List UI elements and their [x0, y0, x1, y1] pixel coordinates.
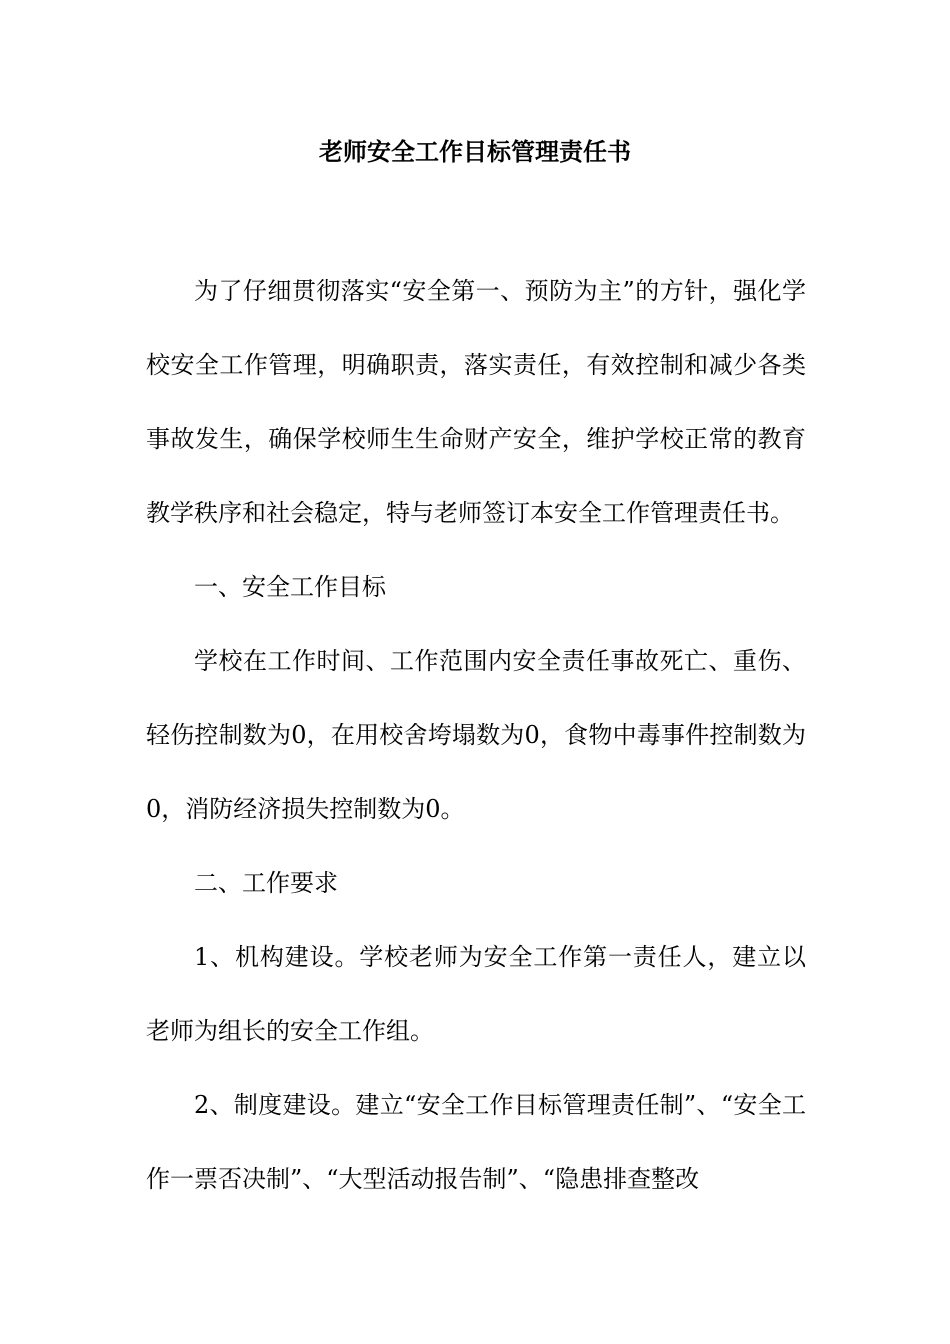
paragraph-intro: 为了仔细贯彻落实“安全第一、预防为主”的方针，强化学校安全工作管理，明确职责，落实责任，有效控制和减少各类事故发生，确保学校师生生命财产安全，维护学校正常的教育教学秩序和社会稳定，特与老师签订本安全工作管理责任书。: [146, 277, 806, 527]
document-title: 老师安全工作目标管理责任书: [319, 137, 631, 166]
document-body: [146, 254, 806, 1216]
section-heading-safety-goals: 一、安全工作目标: [194, 573, 386, 601]
section-heading-work-requirements: 二、工作要求: [194, 869, 338, 897]
paragraph-safety-goals: 学校在工作时间、工作范围内安全责任事故死亡、重伤、轻伤控制数为0，在用校舍垮塌数为0，食物中毒事件控制数为0，消防经济损失控制数为0。: [146, 647, 806, 823]
paragraph-system-building: 2、制度建设。建立“安全工作目标管理责任制”、“安全工作一票否决制”、“大型活动报告制”、“隐患排查整改: [146, 1091, 806, 1193]
paragraph-organization: 1、机构建设。学校老师为安全工作第一责任人，建立以老师为组长的安全工作组。: [146, 943, 806, 1045]
